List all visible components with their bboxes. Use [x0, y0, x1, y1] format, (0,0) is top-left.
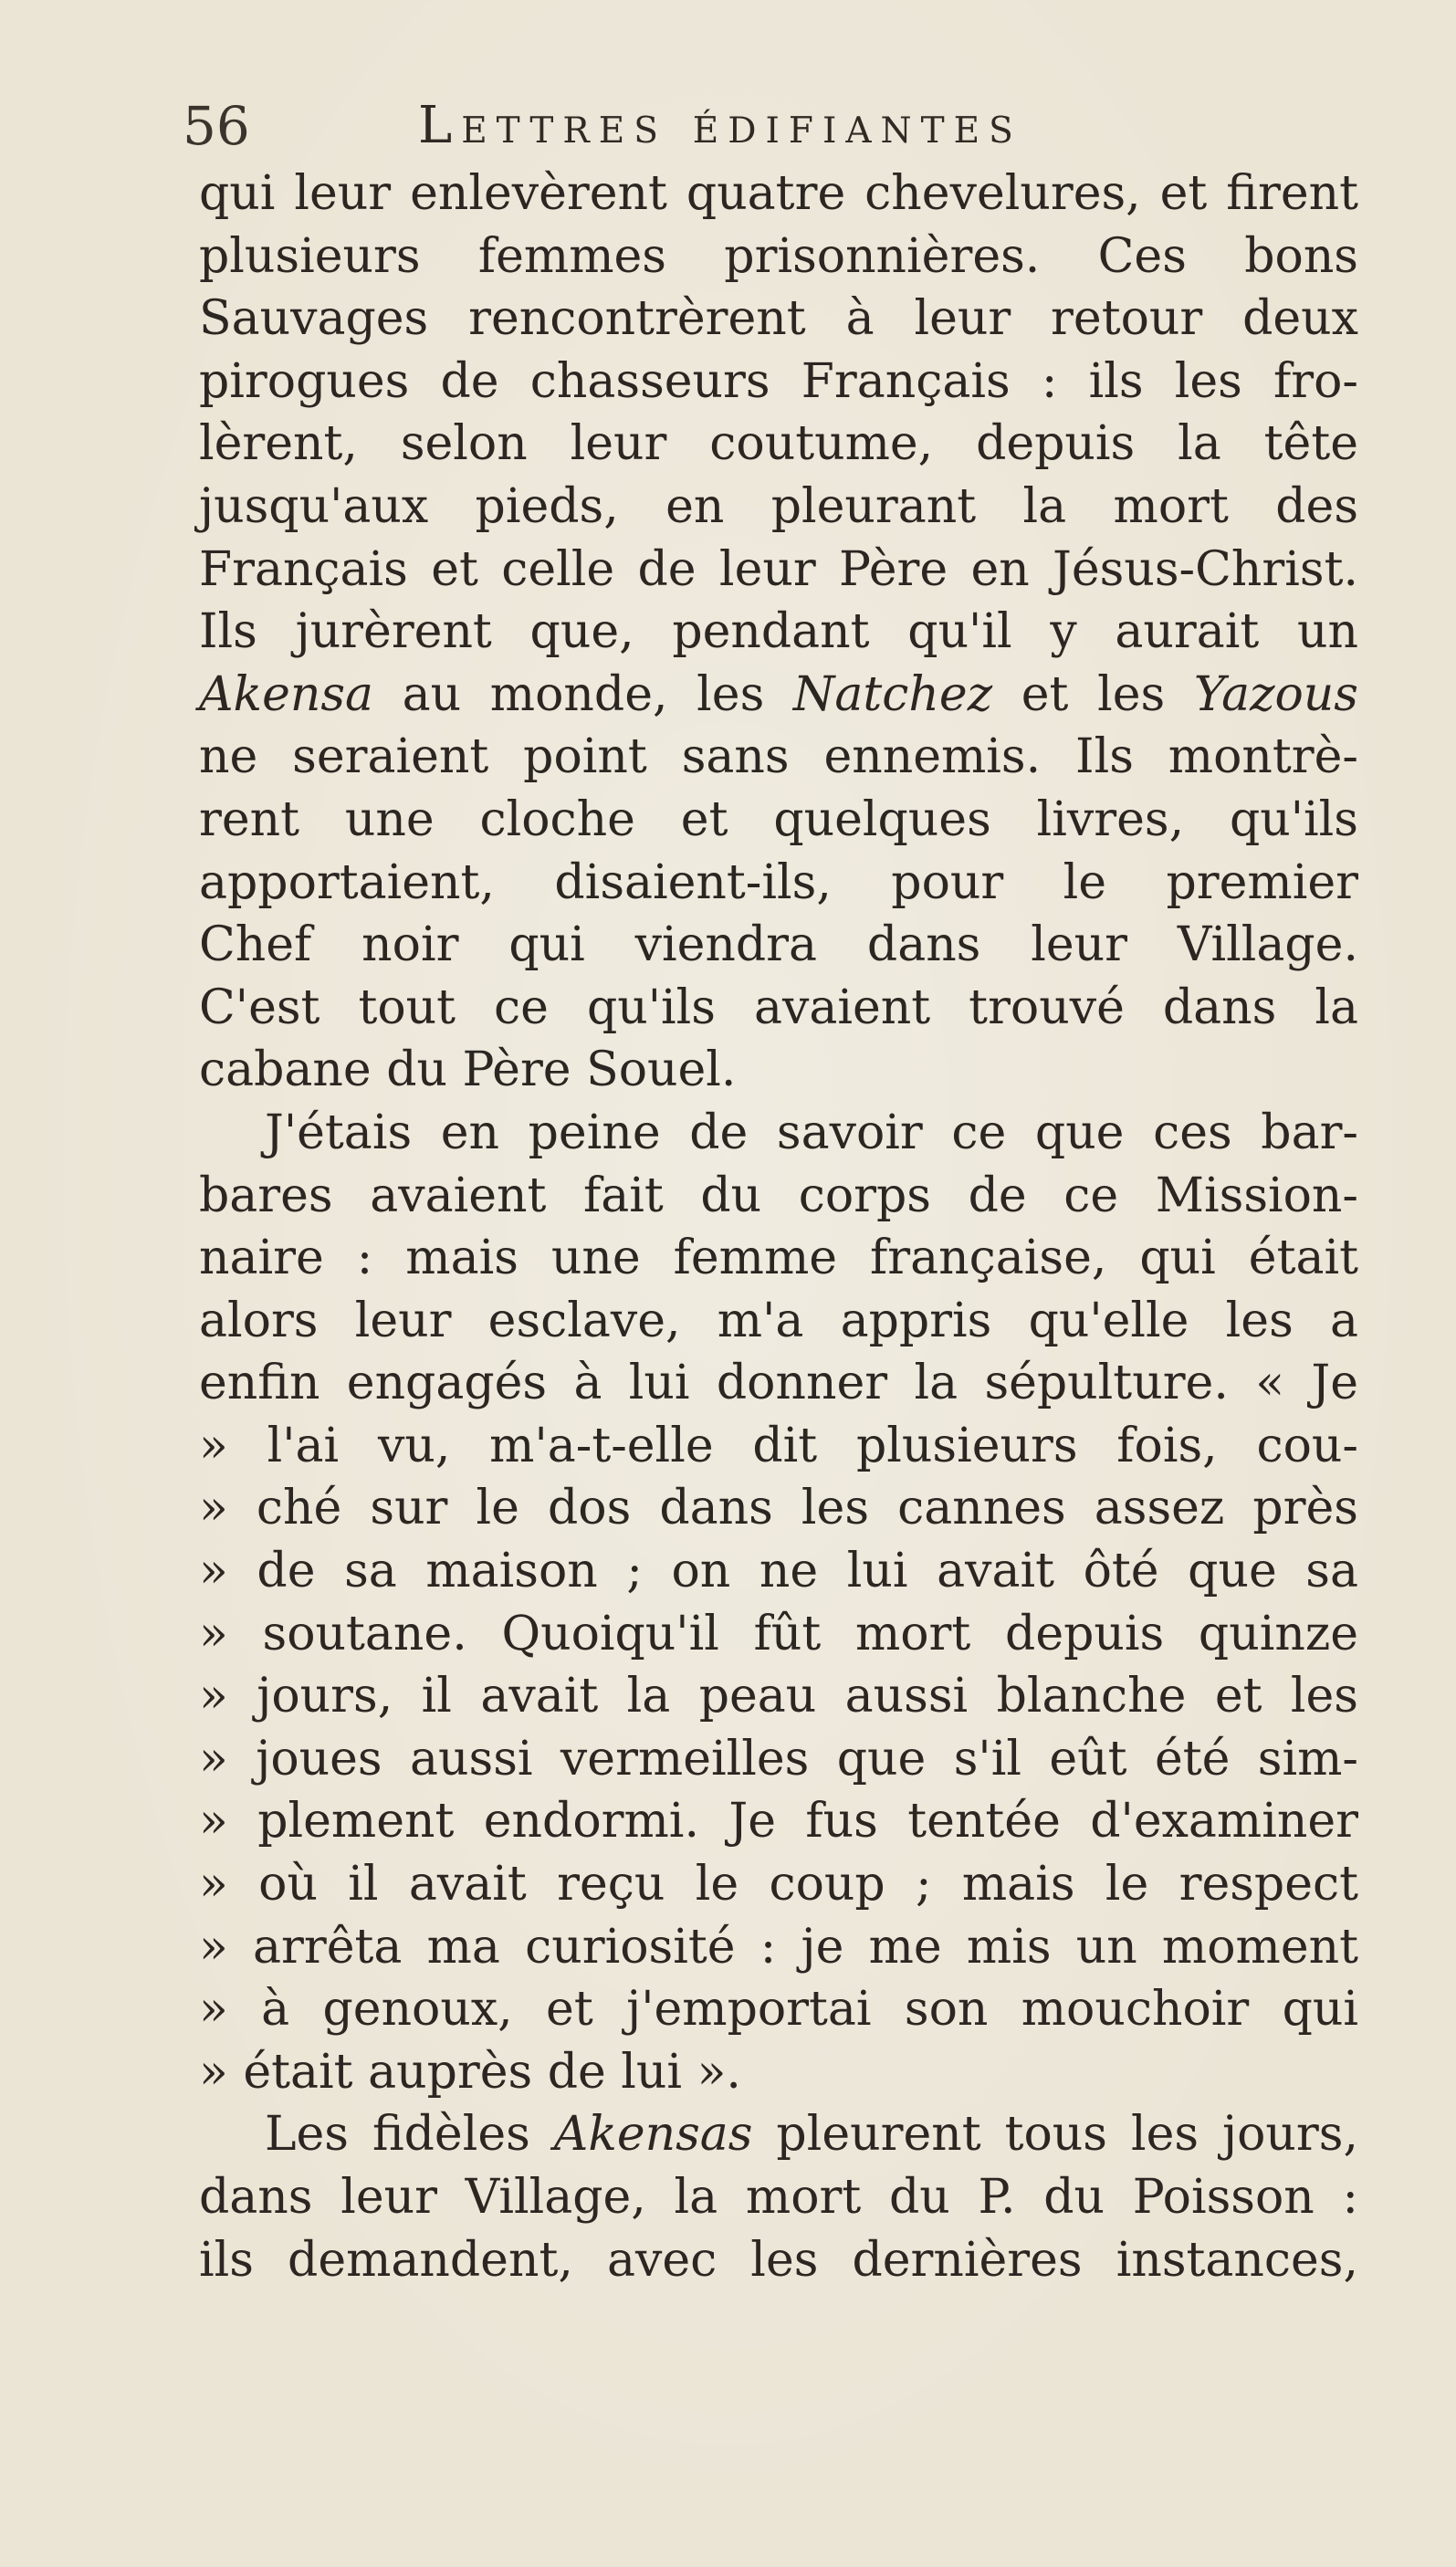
text-line: [199, 914, 1358, 977]
page-header: [183, 89, 1369, 162]
text-segment: Chef noir qui viendra dans leur Village.: [199, 917, 1358, 973]
italic-term: Natchez: [792, 666, 993, 722]
text-segment: » plement endormi. Je fus tentée d'examiner: [199, 1794, 1358, 1849]
text-segment: ils demandent, avec les dernières instances,: [199, 2232, 1358, 2288]
text-segment: » soutane. Quoiqu'il fût mort depuis quinze: [199, 1606, 1358, 1661]
text-line: [199, 1916, 1358, 1979]
text-segment: » de sa maison ; on ne lui avait ôté que sa: [199, 1544, 1358, 1599]
text-line: [199, 1978, 1358, 2041]
text-line: [199, 288, 1358, 351]
italic-term: Akensas: [553, 2107, 753, 2163]
text-segment: jusqu'aux pieds, en pleurant la mort des: [199, 478, 1358, 534]
text-segment: pleurent tous les jours,: [752, 2107, 1358, 2163]
text-line: [199, 1352, 1358, 1415]
text-segment: » à genoux, et j'emportai son mouchoir qui: [199, 1982, 1358, 2038]
text-segment: rent une cloche et quelques livres, qu'ils: [199, 791, 1358, 847]
text-line: [199, 601, 1358, 664]
text-segment: pirogues de chasseurs Français : ils les fro-: [199, 353, 1358, 409]
text-segment: » était auprès de lui ».: [199, 2044, 741, 2100]
text-line: [199, 1227, 1358, 1290]
running-title: Lettres édifiantes: [418, 96, 1022, 155]
text-segment: Français et celle de leur Père en Jésus-Christ.: [199, 541, 1358, 597]
italic-term: Yazous: [1193, 666, 1358, 722]
text-line: [199, 2041, 1358, 2104]
body-text: [199, 162, 1358, 2291]
page-number: 56: [183, 95, 250, 157]
text-line: [199, 1790, 1358, 1853]
text-segment: et les: [992, 666, 1194, 722]
text-line: [199, 2229, 1358, 2292]
text-segment: Sauvages rencontrèrent à leur retour deux: [199, 291, 1358, 347]
text-segment: ne seraient point sans ennemis. Ils montrè-: [199, 729, 1358, 785]
text-line: [199, 413, 1358, 476]
text-line: [199, 1603, 1358, 1666]
text-segment: bares avaient fait du corps de ce Mission-: [199, 1168, 1358, 1223]
italic-term: Akensa: [199, 666, 374, 722]
text-segment: enfin engagés à lui donner la sépulture. « Je: [199, 1356, 1358, 1411]
text-line: [199, 2103, 1358, 2166]
text-segment: » ché sur le dos dans les cannes assez près: [199, 1481, 1358, 1536]
text-segment: cabane du Père Souel.: [199, 1043, 737, 1098]
text-line: [199, 1415, 1358, 1478]
text-line: [199, 1540, 1358, 1603]
text-segment: au monde, les: [373, 666, 793, 722]
text-segment: lèrent, selon leur coutume, depuis la tête: [199, 416, 1358, 472]
text-segment: alors leur esclave, m'a appris qu'elle les a: [199, 1293, 1358, 1348]
text-line: [199, 476, 1358, 539]
text-line: [199, 664, 1358, 727]
text-line: [199, 852, 1358, 915]
text-segment: qui leur enlevèrent quatre chevelures, et firent: [199, 166, 1358, 221]
text-line: [199, 1853, 1358, 1916]
text-line: [199, 977, 1358, 1040]
text-line: [199, 1102, 1358, 1165]
text-line: [199, 1728, 1358, 1791]
text-segment: Les fidèles: [265, 2107, 554, 2163]
text-line: [199, 1477, 1358, 1540]
text-line: [199, 1665, 1358, 1728]
text-line: [199, 539, 1358, 602]
text-segment: apportaient, disaient-ils, pour le premier: [199, 854, 1358, 910]
text-segment: » l'ai vu, m'a-t-elle dit plusieurs fois, cou-: [199, 1418, 1358, 1473]
text-segment: » jours, il avait la peau aussi blanche et les: [199, 1669, 1358, 1724]
text-line: [199, 789, 1358, 852]
text-segment: Ils jurèrent que, pendant qu'il y aurait un: [199, 604, 1358, 660]
text-line: [199, 225, 1358, 288]
text-segment: J'étais en peine de savoir ce que ces bar-: [265, 1105, 1358, 1160]
text-segment: C'est tout ce qu'ils avaient trouvé dans la: [199, 980, 1358, 1035]
text-segment: » arrêta ma curiosité : je me mis un moment: [199, 1919, 1358, 1975]
text-line: [199, 1165, 1358, 1228]
text-line: [199, 726, 1358, 789]
text-line: [199, 2166, 1358, 2229]
text-segment: » joues aussi vermeilles que s'il eût été sim-: [199, 1731, 1358, 1786]
text-line: [199, 1290, 1358, 1353]
text-line: [199, 351, 1358, 414]
text-line: [199, 162, 1358, 225]
text-segment: naire : mais une femme française, qui était: [199, 1231, 1358, 1286]
text-line: [199, 1039, 1358, 1102]
text-segment: dans leur Village, la mort du P. du Poisson :: [199, 2170, 1358, 2225]
text-segment: plusieurs femmes prisonnières. Ces bons: [199, 228, 1358, 284]
text-segment: » où il avait reçu le coup ; mais le respect: [199, 1857, 1358, 1912]
